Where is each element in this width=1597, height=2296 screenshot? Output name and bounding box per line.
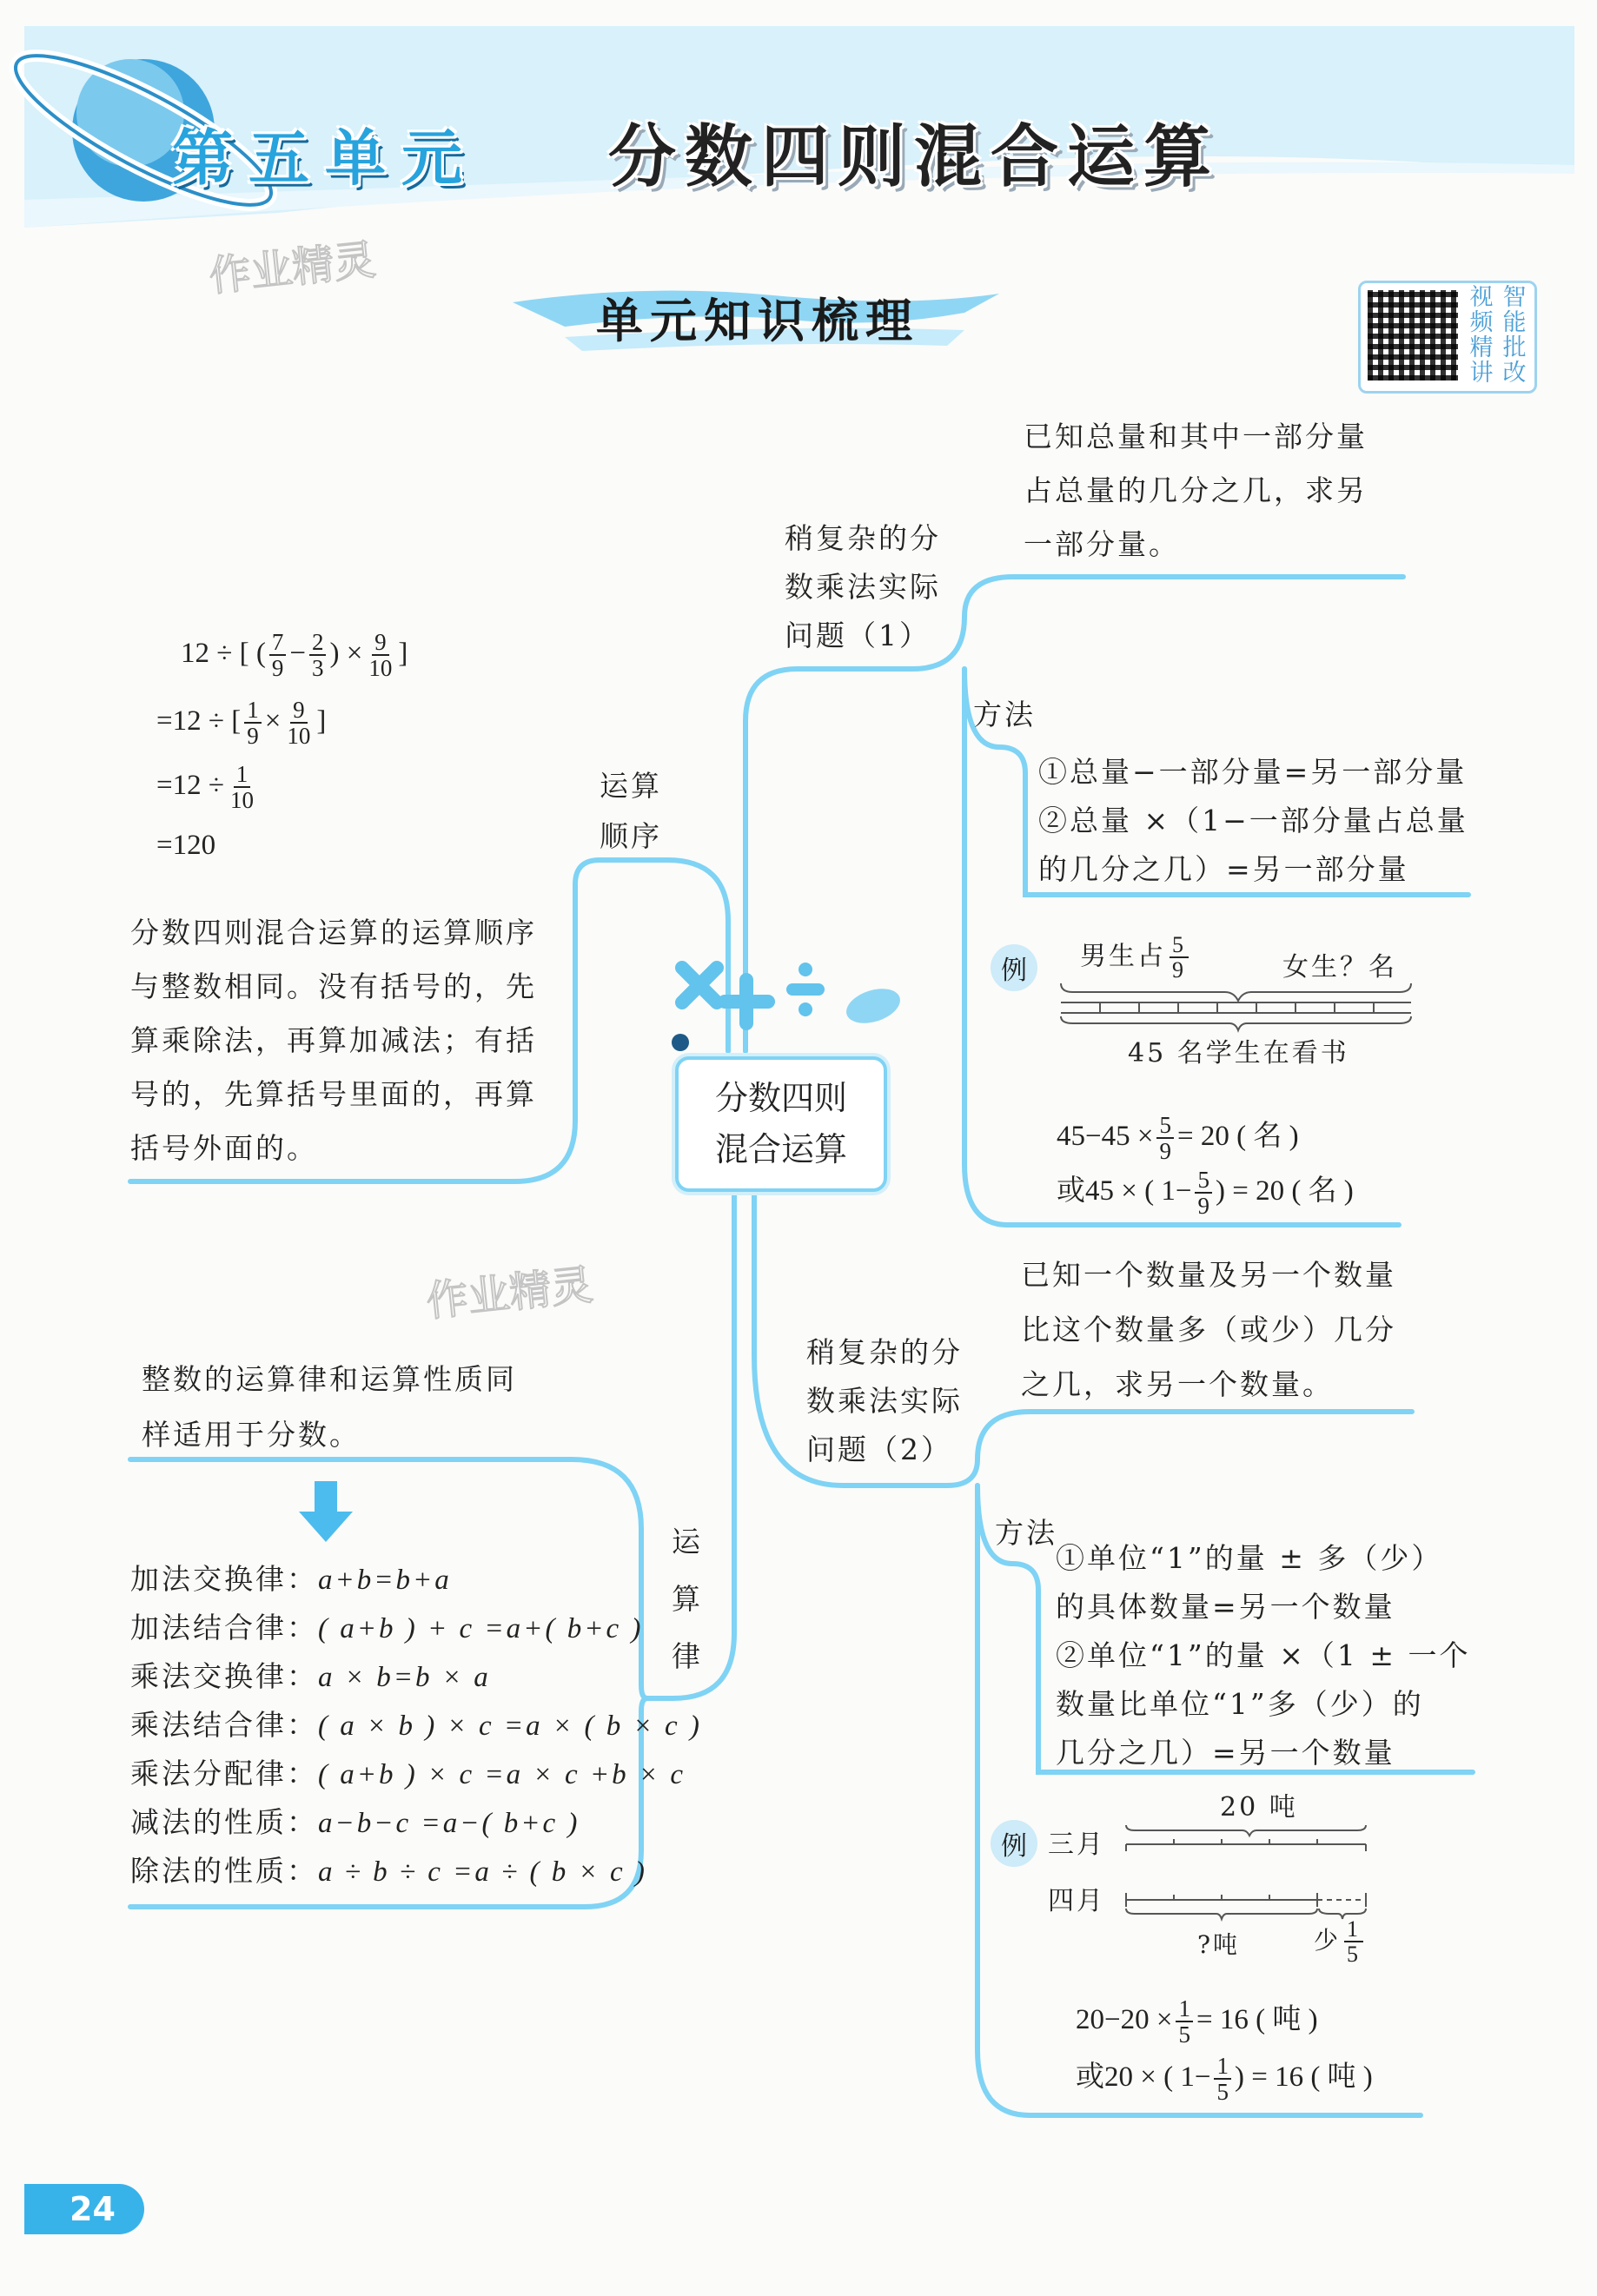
fraction — [284, 698, 313, 749]
problem1-method-line: ①总量−一部分量=另一部分量 — [1038, 755, 1468, 789]
qr-label-char: 精 — [1469, 334, 1494, 361]
numerator: 1 — [234, 762, 251, 788]
law-formula: a+b=b+a — [318, 1565, 452, 1596]
law-name: 乘法交换律： — [130, 1659, 318, 1693]
center-node-line1: 分数四则 — [714, 1079, 847, 1118]
problem1-methods — [1038, 748, 1468, 894]
denominator: 9 — [1172, 957, 1186, 983]
problem1-total-label: 45 名学生在看书 — [1128, 1038, 1349, 1069]
numerator: 5 — [1170, 933, 1189, 958]
problem2-label-line: 稍复杂的分 — [806, 1335, 963, 1369]
order-description — [130, 906, 537, 1175]
problem1-girls-label: 女生？名 — [1282, 952, 1397, 983]
section-title: 单元知识梳理 — [596, 294, 919, 348]
qr-label-char: 讲 — [1469, 360, 1494, 387]
problem2-method-line: ①单位“1”的量 ± 多（少） — [1056, 1541, 1443, 1575]
problem2-description-line: 之几，求另一个数量。 — [1021, 1367, 1334, 1401]
expr-part: ] — [398, 637, 408, 669]
boys-prefix: 男生占 — [1080, 941, 1166, 972]
problem2-segment-diagram — [1121, 1820, 1373, 1924]
numerator: 9 — [290, 698, 308, 724]
problem2-solution1 — [1076, 1996, 1318, 2048]
problem1-method-label: 方法 — [973, 698, 1036, 731]
law-row — [130, 1798, 702, 1847]
problem1-example-badge: 例 — [991, 944, 1037, 991]
order-example-line2 — [156, 698, 326, 749]
numerator: 5 — [1156, 1113, 1174, 1139]
problem1-method-line: 的几分之几）=另一部分量 — [1038, 852, 1409, 886]
problem1-description-line: 一部分量。 — [1024, 527, 1180, 561]
expr-part: ] — [316, 705, 327, 737]
center-node-line2: 混合运算 — [714, 1130, 847, 1168]
law-row — [130, 1847, 702, 1896]
expr-part: ) = 16 ( 吨 ) — [1234, 2061, 1373, 2093]
problem1-description-line: 占总量的几分之几，求另 — [1024, 473, 1368, 507]
fraction — [1214, 2054, 1231, 2105]
problem2-method-line: ②单位“1”的量 ×（1 ± 一个 — [1056, 1638, 1471, 1672]
watermark: 作业精灵 — [424, 1260, 595, 1327]
order-label-line: 运算 — [600, 769, 662, 803]
fraction — [1176, 1996, 1193, 2048]
fraction — [269, 630, 287, 681]
problem1-description — [1024, 410, 1368, 572]
denominator: 10 — [368, 655, 393, 682]
denominator: 10 — [287, 723, 311, 750]
laws-intro-line: 整数的运算律和运算性质同 — [142, 1362, 517, 1396]
fraction — [366, 630, 394, 681]
problem2-description-line: 比这个数量多（或少）几分 — [1021, 1313, 1396, 1347]
laws-label-char: 律 — [672, 1639, 703, 1673]
law-row — [130, 1604, 702, 1652]
qr-label-char: 能 — [1502, 309, 1527, 336]
numerator: 7 — [269, 630, 287, 656]
problem2-april-label: 四月 — [1048, 1886, 1105, 1916]
problem2-method-line: 几分之几）=另一个数量 — [1056, 1736, 1395, 1770]
order-label-line: 顺序 — [600, 818, 662, 853]
expr-part: 45−45 × — [1057, 1120, 1154, 1152]
problem2-method-line: 的具体数量=另一个数量 — [1056, 1590, 1395, 1624]
chapter-title: 分数四则混合运算 — [608, 118, 1221, 196]
expr-part: =12 ÷ — [156, 769, 224, 801]
order-example-line4: =120 — [156, 830, 216, 861]
watermark: 作业精灵 — [207, 235, 378, 301]
expr-part: = 16 ( 吨 ) — [1196, 2003, 1318, 2035]
numerator: 1 — [1344, 1917, 1363, 1942]
less-text: 少 — [1314, 1925, 1342, 1955]
order-example-line1 — [181, 630, 408, 681]
denominator: 9 — [247, 723, 259, 750]
law-formula: a−b−c =a−( b+c ) — [318, 1808, 580, 1839]
fraction — [1170, 933, 1189, 983]
fraction — [228, 762, 256, 813]
problem1-label-line: 数乘法实际 — [785, 570, 941, 604]
problem1-segment-diagram — [1056, 982, 1416, 1034]
law-name: 乘法分配律： — [130, 1757, 318, 1790]
numerator: 5 — [1195, 1168, 1212, 1194]
law-formula: ( a × b ) × c =a × ( b × c ) — [318, 1710, 702, 1742]
qr-label-char: 频 — [1469, 309, 1494, 336]
denominator: 5 — [1347, 1942, 1362, 1968]
problem1-solution2 — [1057, 1168, 1354, 1219]
problem1-description-line: 已知总量和其中一部分量 — [1024, 420, 1368, 453]
law-formula: a × b=b × a — [318, 1662, 491, 1693]
problem1-label-line: 问题（1） — [785, 619, 931, 652]
order-description-line: 括号外面的。 — [130, 1131, 318, 1165]
denominator: 9 — [1159, 1138, 1171, 1165]
unit-label: 第五单元 — [172, 122, 478, 194]
problem1-label-line: 稍复杂的分 — [785, 521, 941, 555]
numerator: 1 — [244, 698, 262, 724]
numerator: 1 — [1176, 1996, 1193, 2022]
law-name: 减法的性质： — [130, 1805, 318, 1839]
problem2-label — [806, 1328, 963, 1474]
denominator: 9 — [271, 655, 284, 682]
order-description-line: 号的，先算括号里面的，再算 — [130, 1077, 537, 1111]
laws-intro-line: 样适用于分数。 — [142, 1418, 361, 1452]
qr-label-char: 智 — [1502, 284, 1527, 311]
laws-intro — [142, 1352, 517, 1463]
problem1-solution1 — [1057, 1113, 1299, 1164]
problem2-method-line: 数量比单位“1”多（少）的 — [1056, 1687, 1424, 1721]
problem2-method-label: 方法 — [995, 1516, 1057, 1550]
expr-part: 或20 × ( 1− — [1076, 2061, 1211, 2093]
expr-part: ) = 20 ( 名 ) — [1215, 1174, 1354, 1207]
fraction — [1344, 1917, 1363, 1967]
fraction — [244, 698, 262, 749]
qr-label-char: 视 — [1469, 284, 1494, 311]
law-formula: a ÷ b ÷ c =a ÷ ( b × c ) — [318, 1856, 647, 1888]
expr-part: − — [289, 637, 306, 669]
problem2-example-badge: 例 — [991, 1820, 1037, 1867]
problem2-total-label: 20 吨 — [1220, 1792, 1298, 1823]
expr-part: × — [264, 705, 282, 737]
expr-part: 12 ÷ [ ( — [181, 637, 266, 669]
law-row — [130, 1750, 702, 1798]
law-name: 除法的性质： — [130, 1854, 318, 1888]
expr-part: =12 ÷ [ — [156, 705, 242, 737]
problem2-label-line: 问题（2） — [806, 1433, 952, 1466]
numerator: 2 — [309, 630, 327, 656]
expr-part: 20−20 × — [1076, 2003, 1173, 2035]
problem2-description — [1021, 1247, 1396, 1412]
problem2-unknown-label: ?吨 — [1197, 1930, 1241, 1959]
denominator: 10 — [229, 787, 254, 814]
denominator: 5 — [1216, 2079, 1229, 2106]
problem2-less-label — [1314, 1917, 1367, 1967]
problem1-label — [785, 514, 941, 660]
order-description-line: 与整数相同。没有括号的，先 — [130, 969, 537, 1003]
qr-label-char: 批 — [1502, 334, 1527, 361]
page-number: 24 — [24, 2184, 144, 2234]
laws-list — [130, 1555, 702, 1896]
law-formula: ( a+b ) × c =a × c +b × c — [318, 1759, 686, 1790]
center-node — [675, 1056, 887, 1192]
numerator: 9 — [372, 630, 389, 656]
qr-label-char: 改 — [1502, 360, 1527, 387]
order-example-line3 — [156, 762, 260, 813]
fraction — [309, 630, 327, 681]
law-name: 加法结合律： — [130, 1611, 318, 1644]
law-row — [130, 1555, 702, 1604]
law-formula: ( a+b ) + c =a+( b+c ) — [318, 1613, 644, 1644]
law-row — [130, 1652, 702, 1701]
denominator: 3 — [311, 655, 324, 682]
problem2-description-line: 已知一个数量及另一个数量 — [1021, 1258, 1396, 1292]
problem2-label-line: 数乘法实际 — [806, 1384, 963, 1418]
numerator: 1 — [1214, 2054, 1231, 2080]
problem2-march-label: 三月 — [1048, 1830, 1105, 1860]
expr-part: 或45 × ( 1− — [1057, 1174, 1192, 1207]
order-description-line: 分数四则混合运算的运算顺序 — [130, 916, 537, 949]
denominator: 9 — [1197, 1193, 1209, 1220]
law-row — [130, 1701, 702, 1750]
denominator: 5 — [1178, 2021, 1190, 2048]
fraction — [1195, 1168, 1212, 1219]
problem1-boys-label — [1080, 933, 1192, 983]
fraction — [1156, 1113, 1174, 1164]
problem1-method-line: ②总量 ×（1−一部分量占总量 — [1038, 804, 1468, 837]
order-description-line: 算乘除法，再算加减法；有括 — [130, 1023, 537, 1057]
problem2-methods — [1056, 1534, 1471, 1777]
problem2-solution2 — [1076, 2054, 1373, 2105]
expr-part: ) × — [329, 637, 363, 669]
law-name: 乘法结合律： — [130, 1708, 318, 1742]
law-name: 加法交换律： — [130, 1562, 318, 1596]
laws-label-char: 运 — [672, 1525, 703, 1558]
order-branch-label — [600, 761, 662, 862]
expr-part: = 20 ( 名 ) — [1176, 1120, 1299, 1152]
laws-label-char: 算 — [672, 1582, 703, 1616]
math-operators-icon — [656, 945, 917, 1067]
